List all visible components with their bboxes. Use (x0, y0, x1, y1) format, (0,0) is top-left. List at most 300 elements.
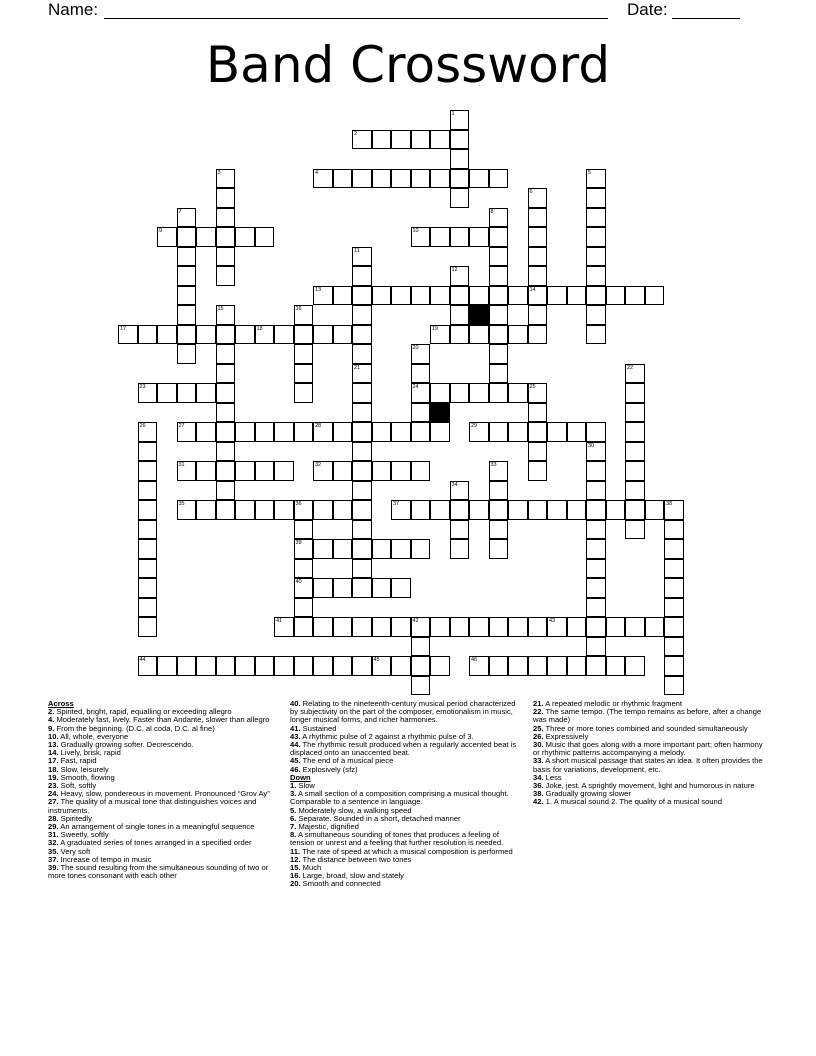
crossword-cell[interactable] (430, 422, 450, 442)
crossword-cell[interactable] (138, 461, 158, 481)
crossword-cell[interactable] (294, 344, 314, 364)
crossword-cell[interactable] (216, 208, 236, 228)
crossword-cell[interactable] (450, 169, 470, 189)
crossword-cell[interactable] (450, 110, 470, 130)
crossword-cell[interactable] (411, 500, 431, 520)
crossword-cell[interactable] (196, 383, 216, 403)
crossword-cell[interactable] (216, 442, 236, 462)
crossword-cell[interactable] (333, 169, 353, 189)
crossword-cell[interactable] (664, 617, 684, 637)
crossword-cell[interactable] (216, 500, 236, 520)
crossword-cell[interactable] (294, 520, 314, 540)
crossword-cell[interactable] (489, 617, 509, 637)
crossword-cell[interactable] (489, 344, 509, 364)
crossword-cell[interactable] (664, 598, 684, 618)
crossword-cell[interactable] (333, 325, 353, 345)
crossword-cell[interactable] (157, 383, 177, 403)
crossword-cell[interactable] (450, 617, 470, 637)
crossword-cell[interactable] (352, 539, 372, 559)
crossword-cell[interactable] (645, 617, 665, 637)
crossword-cell[interactable] (255, 325, 275, 345)
crossword-cell[interactable] (489, 247, 509, 267)
crossword-cell[interactable] (138, 481, 158, 501)
crossword-cell[interactable] (469, 422, 489, 442)
crossword-cell[interactable] (274, 500, 294, 520)
crossword-cell[interactable] (469, 286, 489, 306)
crossword-cell[interactable] (450, 305, 470, 325)
crossword-cell[interactable] (489, 539, 509, 559)
crossword-cell[interactable] (411, 617, 431, 637)
crossword-cell[interactable] (138, 325, 158, 345)
crossword-cell[interactable] (606, 617, 626, 637)
crossword-cell[interactable] (586, 442, 606, 462)
crossword-cell[interactable] (508, 656, 528, 676)
crossword-cell[interactable] (469, 169, 489, 189)
crossword-cell[interactable] (255, 227, 275, 247)
crossword-cell[interactable] (567, 286, 587, 306)
crossword-cell[interactable] (352, 130, 372, 150)
crossword-cell[interactable] (664, 520, 684, 540)
crossword-cell[interactable] (586, 656, 606, 676)
crossword-cell[interactable] (177, 305, 197, 325)
crossword-cell[interactable] (372, 578, 392, 598)
crossword-cell[interactable] (625, 286, 645, 306)
crossword-cell[interactable] (313, 325, 333, 345)
crossword-cell[interactable] (528, 422, 548, 442)
crossword-cell[interactable] (372, 617, 392, 637)
crossword-cell[interactable] (489, 422, 509, 442)
crossword-cell[interactable] (391, 130, 411, 150)
crossword-cell[interactable] (489, 266, 509, 286)
crossword-cell[interactable] (469, 500, 489, 520)
crossword-cell[interactable] (333, 578, 353, 598)
crossword-cell[interactable] (528, 305, 548, 325)
crossword-cell[interactable] (411, 539, 431, 559)
crossword-cell[interactable] (586, 266, 606, 286)
crossword-cell[interactable] (567, 422, 587, 442)
crossword-cell[interactable] (586, 539, 606, 559)
crossword-cell[interactable] (528, 325, 548, 345)
crossword-cell[interactable] (625, 481, 645, 501)
crossword-cell[interactable] (352, 520, 372, 540)
crossword-cell[interactable] (411, 344, 431, 364)
crossword-cell[interactable] (547, 617, 567, 637)
crossword-cell[interactable] (547, 286, 567, 306)
crossword-cell[interactable] (450, 286, 470, 306)
crossword-cell[interactable] (196, 461, 216, 481)
crossword-cell[interactable] (586, 286, 606, 306)
crossword-cell[interactable] (138, 617, 158, 637)
crossword-cell[interactable] (547, 500, 567, 520)
crossword-cell[interactable] (547, 422, 567, 442)
crossword-cell[interactable] (177, 422, 197, 442)
crossword-cell[interactable] (391, 286, 411, 306)
crossword-cell[interactable] (450, 520, 470, 540)
crossword-cell[interactable] (508, 286, 528, 306)
crossword-cell[interactable] (625, 383, 645, 403)
crossword-cell[interactable] (430, 500, 450, 520)
crossword-cell[interactable] (586, 598, 606, 618)
crossword-cell[interactable] (372, 539, 392, 559)
crossword-cell[interactable] (567, 617, 587, 637)
crossword-cell[interactable] (411, 403, 431, 423)
crossword-cell[interactable] (196, 422, 216, 442)
crossword-cell[interactable] (391, 169, 411, 189)
crossword-cell[interactable] (313, 422, 333, 442)
crossword-cell[interactable] (528, 208, 548, 228)
crossword-cell[interactable] (528, 442, 548, 462)
crossword-cell[interactable] (138, 656, 158, 676)
crossword-cell[interactable] (606, 500, 626, 520)
crossword-cell[interactable] (313, 286, 333, 306)
crossword-cell[interactable] (664, 656, 684, 676)
crossword-cell[interactable] (177, 286, 197, 306)
crossword-cell[interactable] (528, 247, 548, 267)
crossword-cell[interactable] (294, 539, 314, 559)
crossword-cell[interactable] (469, 617, 489, 637)
crossword-cell[interactable] (528, 188, 548, 208)
crossword-cell[interactable] (664, 559, 684, 579)
crossword-cell[interactable] (528, 266, 548, 286)
crossword-cell[interactable] (586, 637, 606, 657)
crossword-cell[interactable] (294, 325, 314, 345)
crossword-cell[interactable] (430, 130, 450, 150)
crossword-cell[interactable] (508, 422, 528, 442)
crossword-cell[interactable] (255, 500, 275, 520)
crossword-cell[interactable] (333, 617, 353, 637)
crossword-cell[interactable] (216, 266, 236, 286)
crossword-cell[interactable] (196, 325, 216, 345)
crossword-cell[interactable] (177, 266, 197, 286)
crossword-cell[interactable] (313, 656, 333, 676)
crossword-cell[interactable] (255, 461, 275, 481)
crossword-cell[interactable] (177, 227, 197, 247)
crossword-cell[interactable] (528, 403, 548, 423)
crossword-cell[interactable] (586, 500, 606, 520)
crossword-cell[interactable] (625, 617, 645, 637)
crossword-cell[interactable] (313, 461, 333, 481)
crossword-cell[interactable] (352, 344, 372, 364)
crossword-cell[interactable] (313, 539, 333, 559)
crossword-cell[interactable] (450, 227, 470, 247)
crossword-cell[interactable] (489, 227, 509, 247)
crossword-cell[interactable] (333, 286, 353, 306)
crossword-cell[interactable] (196, 500, 216, 520)
crossword-cell[interactable] (625, 364, 645, 384)
crossword-cell[interactable] (216, 364, 236, 384)
crossword-cell[interactable] (411, 656, 431, 676)
crossword-cell[interactable] (625, 656, 645, 676)
crossword-cell[interactable] (177, 500, 197, 520)
crossword-cell[interactable] (625, 422, 645, 442)
crossword-cell[interactable] (352, 559, 372, 579)
crossword-cell[interactable] (430, 325, 450, 345)
crossword-cell[interactable] (391, 656, 411, 676)
crossword-cell[interactable] (528, 461, 548, 481)
crossword-cell[interactable] (489, 656, 509, 676)
crossword-cell[interactable] (664, 500, 684, 520)
crossword-cell[interactable] (586, 559, 606, 579)
crossword-cell[interactable] (391, 578, 411, 598)
crossword-cell[interactable] (625, 520, 645, 540)
crossword-cell[interactable] (528, 617, 548, 637)
crossword-cell[interactable] (645, 286, 665, 306)
crossword-cell[interactable] (235, 227, 255, 247)
crossword-cell[interactable] (586, 617, 606, 637)
crossword-cell[interactable] (352, 656, 372, 676)
crossword-cell[interactable] (235, 500, 255, 520)
crossword-cell[interactable] (508, 383, 528, 403)
crossword-cell[interactable] (430, 169, 450, 189)
crossword-cell[interactable] (508, 617, 528, 637)
crossword-cell[interactable] (372, 656, 392, 676)
crossword-cell[interactable] (235, 656, 255, 676)
crossword-cell[interactable] (625, 403, 645, 423)
crossword-cell[interactable] (450, 266, 470, 286)
crossword-cell[interactable] (216, 325, 236, 345)
crossword-cell[interactable] (372, 422, 392, 442)
crossword-cell[interactable] (606, 286, 626, 306)
crossword-cell[interactable] (489, 325, 509, 345)
crossword-cell[interactable] (528, 227, 548, 247)
crossword-cell[interactable] (352, 266, 372, 286)
crossword-cell[interactable] (196, 227, 216, 247)
crossword-cell[interactable] (196, 656, 216, 676)
crossword-cell[interactable] (567, 500, 587, 520)
crossword-cell[interactable] (586, 247, 606, 267)
crossword-cell[interactable] (489, 305, 509, 325)
crossword-cell[interactable] (352, 286, 372, 306)
crossword-cell[interactable] (450, 539, 470, 559)
crossword-cell[interactable] (216, 422, 236, 442)
crossword-cell[interactable] (177, 208, 197, 228)
crossword-cell[interactable] (235, 325, 255, 345)
crossword-cell[interactable] (138, 442, 158, 462)
crossword-cell[interactable] (391, 617, 411, 637)
crossword-cell[interactable] (586, 188, 606, 208)
crossword-cell[interactable] (450, 130, 470, 150)
crossword-cell[interactable] (489, 500, 509, 520)
crossword-cell[interactable] (294, 500, 314, 520)
crossword-cell[interactable] (469, 656, 489, 676)
crossword-cell[interactable] (352, 169, 372, 189)
crossword-cell[interactable] (450, 383, 470, 403)
crossword-cell[interactable] (313, 169, 333, 189)
crossword-cell[interactable] (430, 383, 450, 403)
crossword-cell[interactable] (294, 559, 314, 579)
crossword-cell[interactable] (216, 188, 236, 208)
crossword-cell[interactable] (372, 130, 392, 150)
crossword-cell[interactable] (352, 500, 372, 520)
crossword-cell[interactable] (430, 617, 450, 637)
crossword-cell[interactable] (352, 383, 372, 403)
crossword-cell[interactable] (489, 208, 509, 228)
crossword-cell[interactable] (177, 656, 197, 676)
crossword-cell[interactable] (138, 500, 158, 520)
crossword-cell[interactable] (430, 656, 450, 676)
crossword-cell[interactable] (274, 461, 294, 481)
crossword-cell[interactable] (274, 617, 294, 637)
crossword-cell[interactable] (664, 637, 684, 657)
crossword-cell[interactable] (528, 383, 548, 403)
crossword-cell[interactable] (352, 578, 372, 598)
crossword-cell[interactable] (352, 442, 372, 462)
crossword-cell[interactable] (547, 656, 567, 676)
crossword-cell[interactable] (157, 656, 177, 676)
crossword-cell[interactable] (411, 422, 431, 442)
crossword-cell[interactable] (216, 169, 236, 189)
crossword-cell[interactable] (411, 676, 431, 696)
crossword-cell[interactable] (391, 422, 411, 442)
crossword-cell[interactable] (294, 422, 314, 442)
crossword-cell[interactable] (294, 617, 314, 637)
crossword-cell[interactable] (372, 461, 392, 481)
crossword-cell[interactable] (450, 500, 470, 520)
crossword-cell[interactable] (333, 500, 353, 520)
crossword-cell[interactable] (411, 461, 431, 481)
crossword-cell[interactable] (469, 227, 489, 247)
crossword-cell[interactable] (177, 325, 197, 345)
crossword-cell[interactable] (489, 286, 509, 306)
crossword-cell[interactable] (586, 461, 606, 481)
crossword-cell[interactable] (138, 383, 158, 403)
crossword-cell[interactable] (313, 578, 333, 598)
crossword-cell[interactable] (586, 227, 606, 247)
crossword-cell[interactable] (411, 286, 431, 306)
crossword-cell[interactable] (235, 422, 255, 442)
crossword-cell[interactable] (216, 461, 236, 481)
crossword-cell[interactable] (333, 422, 353, 442)
crossword-cell[interactable] (625, 442, 645, 462)
crossword-cell[interactable] (528, 286, 548, 306)
crossword-cell[interactable] (294, 578, 314, 598)
crossword-cell[interactable] (274, 325, 294, 345)
crossword-cell[interactable] (352, 481, 372, 501)
crossword-cell[interactable] (664, 676, 684, 696)
crossword-cell[interactable] (586, 481, 606, 501)
crossword-cell[interactable] (138, 598, 158, 618)
crossword-cell[interactable] (216, 656, 236, 676)
crossword-cell[interactable] (177, 247, 197, 267)
crossword-cell[interactable] (352, 403, 372, 423)
crossword-cell[interactable] (333, 461, 353, 481)
crossword-cell[interactable] (489, 364, 509, 384)
crossword-cell[interactable] (411, 383, 431, 403)
crossword-cell[interactable] (372, 169, 392, 189)
crossword-cell[interactable] (138, 539, 158, 559)
crossword-cell[interactable] (430, 227, 450, 247)
crossword-cell[interactable] (352, 422, 372, 442)
crossword-cell[interactable] (469, 325, 489, 345)
crossword-cell[interactable] (411, 169, 431, 189)
crossword-cell[interactable] (450, 481, 470, 501)
crossword-cell[interactable] (216, 481, 236, 501)
crossword-cell[interactable] (274, 656, 294, 676)
crossword-cell[interactable] (216, 305, 236, 325)
crossword-cell[interactable] (138, 578, 158, 598)
crossword-cell[interactable] (489, 461, 509, 481)
crossword-cell[interactable] (664, 539, 684, 559)
crossword-cell[interactable] (294, 598, 314, 618)
crossword-cell[interactable] (411, 364, 431, 384)
crossword-cell[interactable] (586, 325, 606, 345)
crossword-cell[interactable] (177, 344, 197, 364)
crossword-cell[interactable] (313, 617, 333, 637)
crossword-cell[interactable] (586, 578, 606, 598)
crossword-cell[interactable] (157, 325, 177, 345)
crossword-cell[interactable] (255, 656, 275, 676)
crossword-cell[interactable] (528, 656, 548, 676)
crossword-cell[interactable] (177, 461, 197, 481)
crossword-cell[interactable] (645, 500, 665, 520)
crossword-cell[interactable] (391, 539, 411, 559)
crossword-cell[interactable] (294, 364, 314, 384)
crossword-cell[interactable] (352, 305, 372, 325)
crossword-cell[interactable] (489, 169, 509, 189)
crossword-cell[interactable] (586, 169, 606, 189)
crossword-cell[interactable] (352, 461, 372, 481)
crossword-cell[interactable] (138, 520, 158, 540)
crossword-cell[interactable] (567, 656, 587, 676)
crossword-cell[interactable] (586, 208, 606, 228)
crossword-cell[interactable] (274, 422, 294, 442)
crossword-cell[interactable] (294, 656, 314, 676)
crossword-cell[interactable] (313, 500, 333, 520)
crossword-cell[interactable] (391, 461, 411, 481)
crossword-cell[interactable] (216, 227, 236, 247)
crossword-cell[interactable] (138, 422, 158, 442)
crossword-cell[interactable] (508, 325, 528, 345)
crossword-cell[interactable] (294, 305, 314, 325)
crossword-cell[interactable] (352, 325, 372, 345)
crossword-cell[interactable] (352, 247, 372, 267)
crossword-cell[interactable] (664, 578, 684, 598)
crossword-cell[interactable] (255, 422, 275, 442)
crossword-cell[interactable] (469, 383, 489, 403)
crossword-cell[interactable] (586, 422, 606, 442)
crossword-cell[interactable] (411, 637, 431, 657)
crossword-cell[interactable] (586, 520, 606, 540)
crossword-cell[interactable] (430, 286, 450, 306)
crossword-cell[interactable] (625, 461, 645, 481)
crossword-cell[interactable] (138, 559, 158, 579)
crossword-cell[interactable] (333, 539, 353, 559)
crossword-cell[interactable] (450, 188, 470, 208)
crossword-cell[interactable] (177, 383, 197, 403)
crossword-cell[interactable] (528, 500, 548, 520)
crossword-cell[interactable] (118, 325, 138, 345)
crossword-cell[interactable] (411, 227, 431, 247)
crossword-cell[interactable] (352, 364, 372, 384)
crossword-cell[interactable] (450, 149, 470, 169)
crossword-cell[interactable] (625, 500, 645, 520)
crossword-cell[interactable] (235, 461, 255, 481)
crossword-cell[interactable] (411, 130, 431, 150)
crossword-cell[interactable] (450, 325, 470, 345)
crossword-cell[interactable] (489, 383, 509, 403)
crossword-cell[interactable] (489, 481, 509, 501)
crossword-cell[interactable] (391, 500, 411, 520)
crossword-cell[interactable] (216, 383, 236, 403)
crossword-cell[interactable] (352, 617, 372, 637)
crossword-cell[interactable] (157, 227, 177, 247)
crossword-cell[interactable] (372, 286, 392, 306)
crossword-cell[interactable] (586, 305, 606, 325)
crossword-cell[interactable] (606, 656, 626, 676)
crossword-cell[interactable] (216, 247, 236, 267)
crossword-cell[interactable] (216, 344, 236, 364)
crossword-cell[interactable] (294, 383, 314, 403)
